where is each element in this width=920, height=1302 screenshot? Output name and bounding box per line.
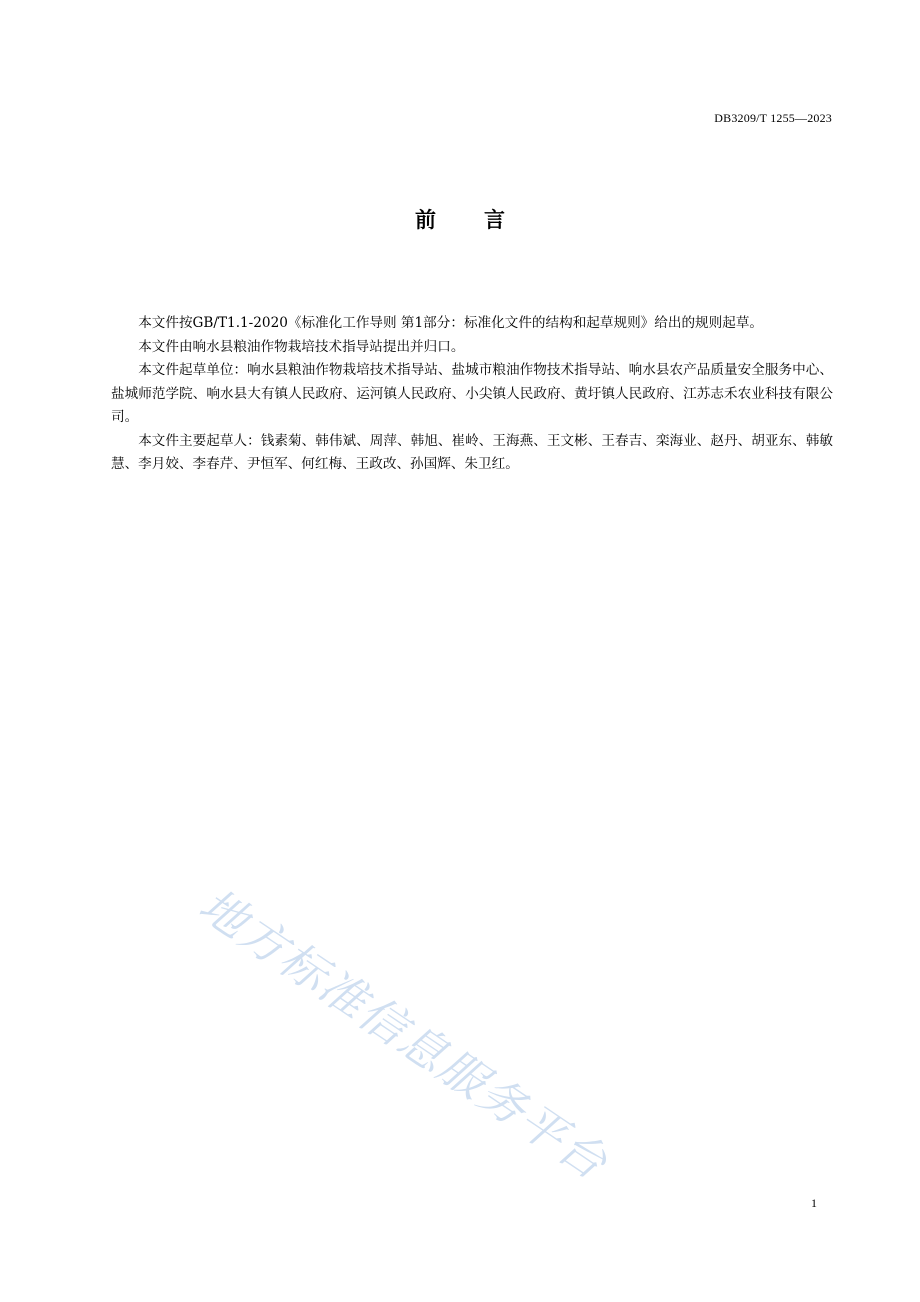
paragraph-drafting-rules: 本文件按GB/T1.1-2020《标准化工作导则 第1部分：标准化文件的结构和起草规则》给出的规则起草。: [138, 315, 764, 331]
preface-body: [111, 312, 833, 477]
paragraph-drafters: 本文件主要起草人：钱素菊、韩伟斌、周萍、韩旭、崔岭、王海燕、王文彬、王春吉、栾海业、赵丹、胡亚东、韩敏慧、李月姣、李春芹、尹恒军、何红梅、王政改、孙国辉、朱卫红。: [111, 432, 833, 472]
paragraph-drafting-units: 本文件起草单位：响水县粮油作物栽培技术指导站、盐城市粮油作物技术指导站、响水县农产品质量安全服务中心、盐城师范学院、响水县大有镇人民政府、运河镇人民政府、小尖镇人民政府、黄圩镇人民政府、江苏志禾农业科技有限公司。: [111, 362, 833, 425]
watermark: 地方标准信息服务平台: [189, 877, 618, 1191]
page-title: 前言: [415, 208, 553, 232]
page-number: 1: [811, 1196, 817, 1210]
paragraph-proposer: 本文件由响水县粮油作物栽培技术指导站提出并归口。: [138, 338, 465, 355]
document-code: DB3209/T 1255—2023: [714, 111, 832, 125]
